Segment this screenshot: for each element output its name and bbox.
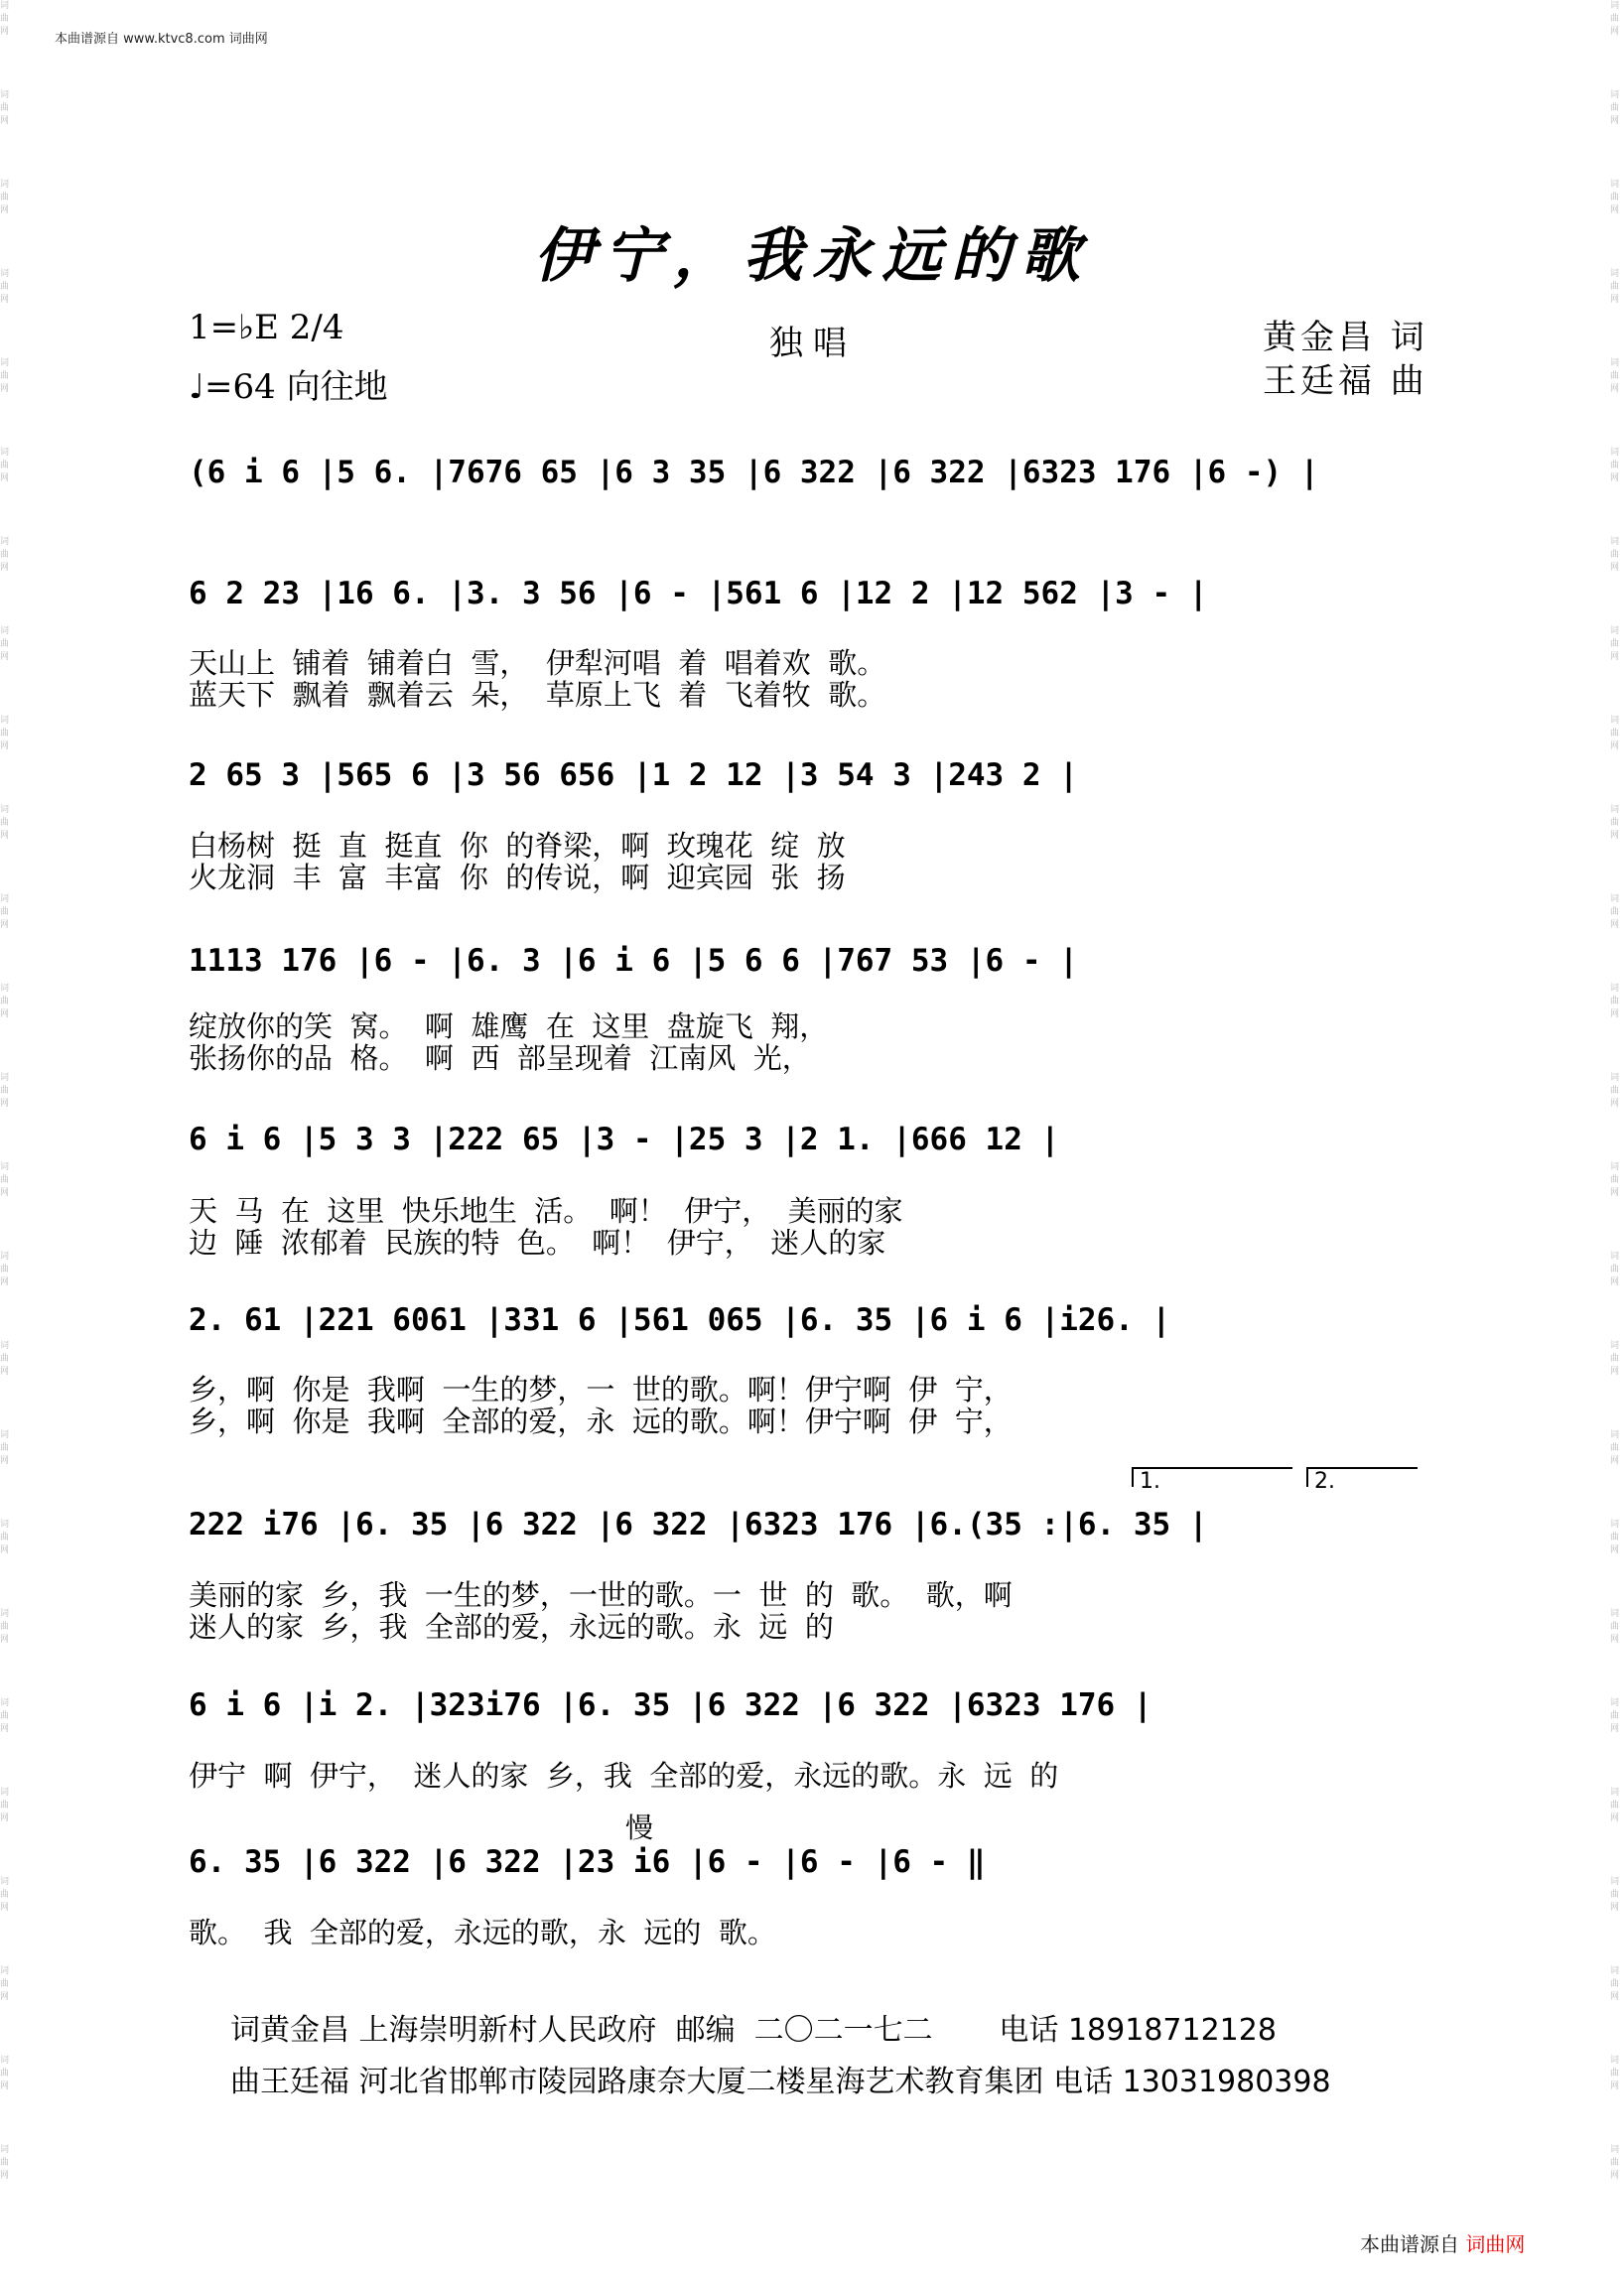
slow-tempo-mark: 慢 [625, 1811, 654, 1844]
watermark-text: 词曲网 [0, 2056, 10, 2091]
score-line-9: 6. 35 |6 322 |6 322 |23 i6 |6 - |6 - |6 - ‖ [189, 1844, 986, 1880]
source-footer-site: 词曲网 [1465, 2232, 1526, 2256]
watermark-text: 词曲网 [0, 1073, 10, 1109]
watermark-text: 词曲网 [1610, 1966, 1620, 2002]
lyrics-line-4-verse-1: 绽放你的笑 窝。 啊 雄鹰 在 这里 盘旋飞 翔， [189, 1009, 829, 1043]
watermark-text: 词曲网 [1610, 1698, 1620, 1734]
watermark-text: 词曲网 [0, 358, 10, 394]
score-line-4: 1113 176 |6 - |6. 3 |6 i 6 |5 6 6 |767 53 |6 - | [189, 943, 1078, 979]
lyrics-line-5-verse-1: 天 马 在 这里 快乐地生 活。 啊！ 伊宁， 美丽的家 [189, 1194, 903, 1228]
watermark-text: 词曲网 [0, 1520, 10, 1555]
watermark-text: 词曲网 [1610, 1609, 1620, 1645]
watermark-text: 词曲网 [0, 894, 10, 930]
lyrics-line-3-verse-2: 火龙洞 丰 富 丰富 你 的传说，啊 迎宾园 张 扬 [189, 861, 846, 894]
lyricist-contact: 词黄金昌 上海崇明新村人民政府 邮编 二〇二一七二 电话 18918712128 [230, 2013, 1277, 2048]
watermark-text: 词曲网 [1610, 1430, 1620, 1466]
lyrics-line-7-verse-2: 迷人的家 乡，我 全部的爱，永远的歌。永 远 的 [189, 1610, 834, 1644]
lyrics-line-4-verse-2: 张扬你的品 格。 啊 西 部呈现着 江南风 光， [189, 1041, 811, 1075]
key-signature: 1=♭E 2/4 [189, 308, 344, 347]
watermark-text: 词曲网 [0, 1162, 10, 1198]
lyrics-line-6-verse-1: 乡，啊 你是 我啊 一生的梦，一 世的歌。啊！伊宁啊 伊 宁， [189, 1373, 1013, 1407]
watermark-text: 词曲网 [0, 1430, 10, 1466]
watermark-text: 词曲网 [1610, 90, 1620, 126]
composer-credit: 王廷福 曲 [1263, 361, 1428, 401]
watermark-text: 词曲网 [0, 180, 10, 215]
score-line-5: 6 i 6 |5 3 3 |222 65 |3 - |25 3 |2 1. |666 12 | [189, 1122, 1060, 1157]
watermark-text: 词曲网 [1610, 2056, 1620, 2091]
watermark-text: 词曲网 [0, 984, 10, 1019]
source-footer [1360, 2228, 1525, 2257]
watermark-text: 词曲网 [1610, 269, 1620, 305]
watermark-text: 词曲网 [1610, 358, 1620, 394]
lyrics-line-3-verse-1: 白杨树 挺 直 挺直 你 的脊梁，啊 玫瑰花 绽 放 [189, 829, 846, 863]
watermark-text: 词曲网 [0, 716, 10, 751]
watermark-text: 词曲网 [1610, 180, 1620, 215]
right-watermark-column [1610, 0, 1624, 2278]
watermark-text: 词曲网 [1610, 1788, 1620, 1823]
score-line-1: (6 i 6 |5 6. |7676 65 |6 3 35 |6 322 |6 322 |6323 176 |6 -) | [189, 455, 1319, 490]
score-line-2: 6 2 23 |16 6. |3. 3 56 |6 - |561 6 |12 2 |12 562 |3 - | [189, 576, 1208, 611]
watermark-text: 词曲网 [0, 448, 10, 483]
score-line-6: 2. 61 |221 6061 |331 6 |561 065 |6. 35 |6 i 6 |i26. | [189, 1302, 1171, 1338]
watermark-text: 词曲网 [1610, 716, 1620, 751]
watermark-text: 词曲网 [0, 269, 10, 305]
watermark-text: 词曲网 [0, 90, 10, 126]
watermark-text: 词曲网 [0, 1609, 10, 1645]
composer-contact: 曲王廷福 河北省邯郸市陵园路康奈大厦二楼星海艺术教育集团 电话 13031980398 [230, 2065, 1331, 2099]
watermark-text: 词曲网 [0, 2145, 10, 2181]
watermark-text: 词曲网 [0, 1966, 10, 2002]
score-line-8: 6 i 6 |i 2. |323i76 |6. 35 |6 322 |6 322 |6323 176 | [189, 1687, 1152, 1723]
watermark-text: 词曲网 [1610, 805, 1620, 841]
score-line-3: 2 65 3 |565 6 |3 56 656 |1 2 12 |3 54 3 |243 2 | [189, 757, 1078, 793]
volta-bracket-2 [1306, 1467, 1418, 1494]
watermark-text: 词曲网 [1610, 1073, 1620, 1109]
lyricist-credit: 黄金昌 词 [1263, 318, 1428, 357]
lyrics-line-2-verse-1: 天山上 铺着 铺着白 雪， 伊犁河唱 着 唱着欢 歌。 [189, 646, 886, 680]
watermark-text: 词曲网 [1610, 894, 1620, 930]
watermark-text: 词曲网 [1610, 984, 1620, 1019]
watermark-text: 词曲网 [1610, 1, 1620, 37]
lyrics-line-6-verse-2: 乡，啊 你是 我啊 全部的爱，永 远的歌。啊！伊宁啊 伊 宁， [189, 1405, 1013, 1438]
tempo-marking: ♩=64 向往地 [189, 367, 388, 407]
watermark-text: 词曲网 [1610, 2145, 1620, 2181]
watermark-text: 词曲网 [0, 1252, 10, 1287]
watermark-text: 词曲网 [1610, 1341, 1620, 1377]
source-header: 本曲谱源自 www.ktvc8.com 词曲网 [55, 32, 268, 47]
watermark-text: 词曲网 [0, 1698, 10, 1734]
watermark-text: 词曲网 [1610, 1877, 1620, 1913]
watermark-text: 词曲网 [1610, 537, 1620, 573]
volta-1-label: 1. [1140, 1469, 1160, 1494]
watermark-text: 词曲网 [1610, 1252, 1620, 1287]
watermark-text: 词曲网 [1610, 1162, 1620, 1198]
watermark-text: 词曲网 [1610, 448, 1620, 483]
song-title: 伊宁，我永远的歌 [534, 221, 1090, 291]
lyrics-line-2-verse-2: 蓝天下 飘着 飘着云 朵， 草原上飞 着 飞着牧 歌。 [189, 678, 886, 712]
watermark-text: 词曲网 [0, 805, 10, 841]
volta-bracket-1 [1132, 1467, 1292, 1494]
watermark-text: 词曲网 [0, 1877, 10, 1913]
score-line-7: 222 i76 |6. 35 |6 322 |6 322 |6323 176 |6.(35 :|6. 35 | [189, 1507, 1208, 1542]
watermark-text: 词曲网 [0, 626, 10, 662]
source-footer-label: 本曲谱源自 [1360, 2232, 1459, 2256]
volta-2-label: 2. [1314, 1469, 1335, 1494]
lyrics-line-7-verse-1: 美丽的家 乡，我 一生的梦，一世的歌。一 世 的 歌。 歌，啊 [189, 1578, 1013, 1612]
left-watermark-column [0, 0, 14, 2278]
watermark-text: 词曲网 [0, 1, 10, 37]
performance-type: 独唱 [769, 324, 857, 363]
watermark-text: 词曲网 [1610, 626, 1620, 662]
lyrics-line-8-verse-1: 伊宁 啊 伊宁， 迷人的家 乡，我 全部的爱，永远的歌。永 远 的 [189, 1759, 1059, 1793]
watermark-text: 词曲网 [0, 1341, 10, 1377]
watermark-text: 词曲网 [1610, 1520, 1620, 1555]
lyrics-line-5-verse-2: 边 陲 浓郁着 民族的特 色。 啊！ 伊宁， 迷人的家 [189, 1226, 886, 1260]
watermark-text: 词曲网 [0, 1788, 10, 1823]
watermark-text: 词曲网 [0, 537, 10, 573]
lyrics-line-9-verse-1: 歌。 我 全部的爱，永远的歌，永 远的 歌。 [189, 1916, 776, 1949]
